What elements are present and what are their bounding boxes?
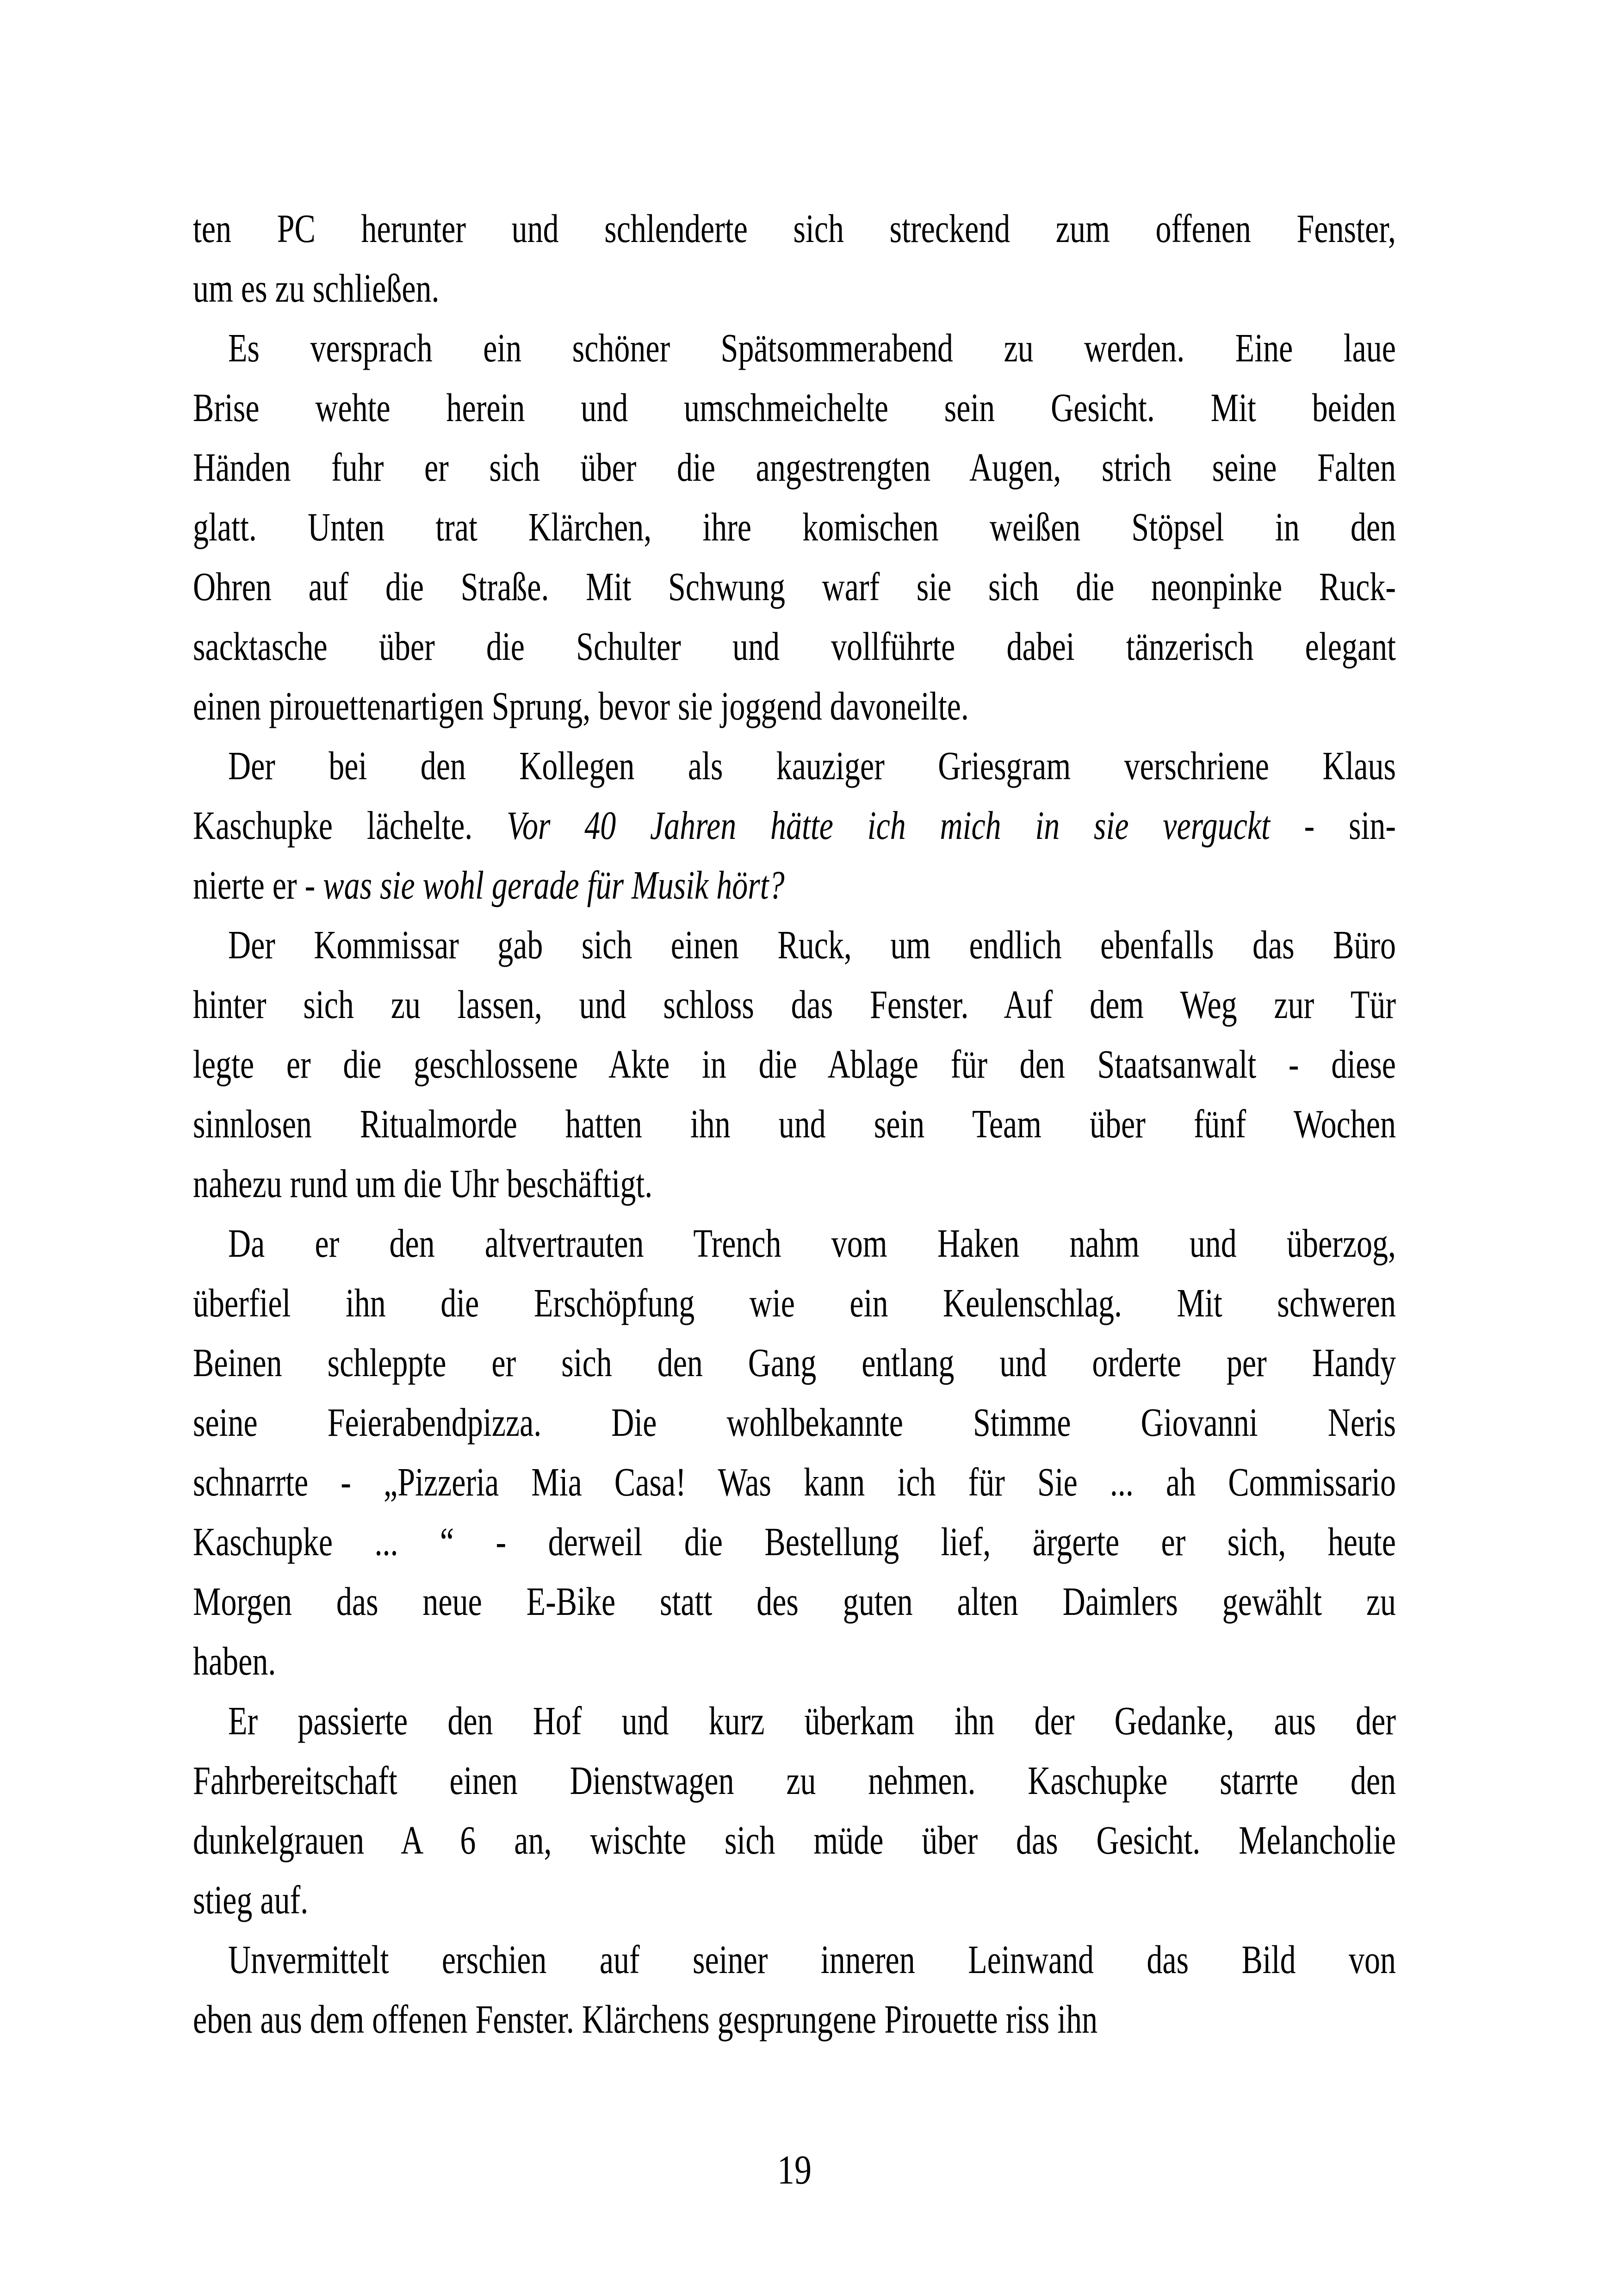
text-segment: schnarrte - „Pizzeria Mia Casa! Was kann ich für Sie ... ah Commissario: [193, 1459, 1396, 1505]
text-segment: Da er den altvertrauten Trench vom Haken nahm und überzog,: [228, 1221, 1396, 1266]
text-segment: dunkelgrauen A 6 an, wischte sich müde über das Gesicht. Melancholie: [193, 1818, 1396, 1863]
text-line: [193, 1981, 1396, 2058]
text-segment: überfiel ihn die Erschöpfung wie ein Keulenschlag. Mit schweren: [193, 1280, 1396, 1326]
text-segment: Ohren auf die Straße. Mit Schwung warf sie sich die neonpinke Ruck-: [193, 564, 1396, 609]
text-segment: um es zu schließen.: [193, 266, 440, 311]
text-segment: glatt. Unten trat Klärchen, ihre komischen weißen Stöpsel in den: [193, 504, 1396, 550]
text-segment: seine Feierabendpizza. Die wohlbekannte Stimme Giovanni Neris: [193, 1400, 1396, 1445]
text-segment: legte er die geschlossene Akte in die Ablage für den Staatsanwalt - diese: [193, 1042, 1396, 1087]
text-segment: Der bei den Kollegen als kauziger Griesgram verschriene Klaus: [228, 743, 1396, 788]
italic-text-segment: was sie wohl gerade für Musik hört?: [323, 863, 785, 908]
text-segment: Brise wehte herein und umschmeichelte sein Gesicht. Mit beiden: [193, 385, 1396, 430]
text-segment: Es versprach ein schöner Spätsommerabend zu werden. Eine laue: [228, 325, 1396, 371]
text-segment: ten PC herunter und schlenderte sich streckend zum offenen Fenster,: [193, 206, 1396, 251]
page-text: [193, 204, 1396, 2054]
text-segment: haben.: [193, 1638, 276, 1684]
text-segment: stieg auf.: [193, 1877, 309, 1923]
page-number: 19: [777, 2147, 812, 2193]
text-segment: Beinen schleppte er sich den Gang entlang und orderte per Handy: [193, 1340, 1396, 1385]
text-segment: nahezu rund um die Uhr beschäftigt.: [193, 1161, 653, 1206]
text-segment: Händen fuhr er sich über die angestrengten Augen, strich seine Falten: [193, 445, 1396, 490]
text-segment: Morgen das neue E-Bike statt des guten alten Daimlers gewählt zu: [193, 1579, 1396, 1624]
text-segment: Unvermittelt erschien auf seiner inneren Leinwand das Bild von: [228, 1937, 1396, 1982]
text-segment: sacktasche über die Schulter und vollführte dabei tänzerisch elegant: [193, 624, 1396, 669]
text-segment: Kaschupke lächelte.: [193, 803, 507, 848]
text-segment: - sin-: [1270, 803, 1396, 848]
text-segment: eben aus dem offenen Fenster. Klärchens gesprungene Pirouette riss ihn: [193, 1997, 1098, 2042]
text-segment: hinter sich zu lassen, und schloss das Fenster. Auf dem Weg zur Tür: [193, 982, 1396, 1027]
italic-text-segment: Vor 40 Jahren hätte ich mich in sie verguckt: [507, 803, 1270, 848]
text-segment: Der Kommissar gab sich einen Ruck, um endlich ebenfalls das Büro: [228, 922, 1396, 968]
text-segment: einen pirouettenartigen Sprung, bevor sie joggend davoneilte.: [193, 683, 969, 729]
text-segment: sinnlosen Ritualmorde hatten ihn und sein Team über fünf Wochen: [193, 1101, 1396, 1147]
text-segment: nierte er -: [193, 863, 323, 908]
text-segment: Kaschupke ... “ - derweil die Bestellung lief, ärgerte er sich, heute: [193, 1519, 1396, 1564]
text-segment: Er passierte den Hof und kurz überkam ihn der Gedanke, aus der: [228, 1698, 1396, 1744]
text-segment: Fahrbereitschaft einen Dienstwagen zu nehmen. Kaschupke starrte den: [193, 1758, 1396, 1803]
